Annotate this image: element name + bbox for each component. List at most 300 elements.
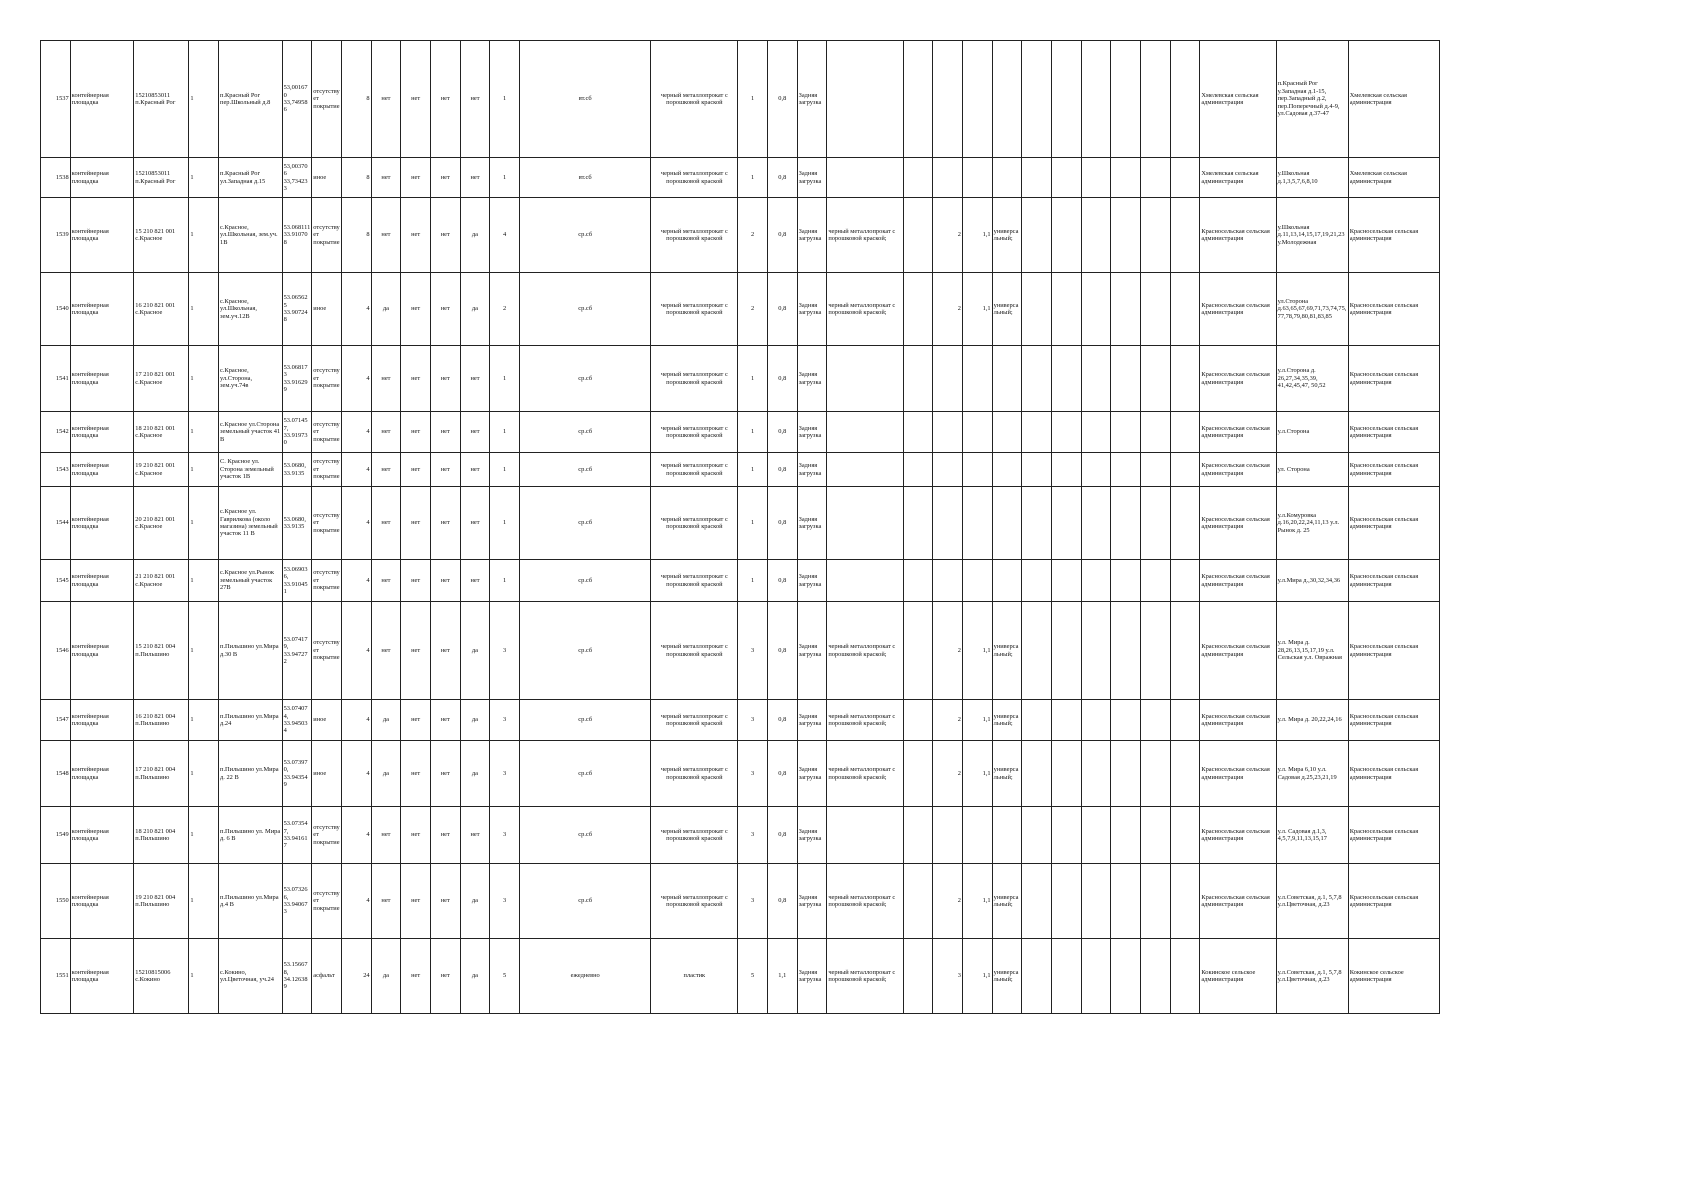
cell-addr: с.Красное, ул.Сторона, зем.уч.74в: [219, 346, 283, 412]
cell-holder: Красносельская сельская администрация: [1348, 560, 1439, 602]
cell-empty: [1111, 158, 1141, 198]
cell-empty: [1051, 346, 1081, 412]
cell-addr: п.Красный Рог ул.Западная д.15: [219, 158, 283, 198]
cell-n1: 3: [738, 864, 768, 939]
cell-holder: Красносельская сельская администрация: [1348, 273, 1439, 346]
cell-qty: 3: [490, 807, 520, 864]
cell-qty: 1: [490, 346, 520, 412]
cell-type: контейнерная площадка: [70, 700, 134, 741]
cell-holder: Красносельская сельская администрация: [1348, 412, 1439, 453]
cell-empty: [1081, 41, 1111, 158]
cell-holder: Красносельская сельская администрация: [1348, 700, 1439, 741]
cell-coord: 53.0680, 33.9135: [282, 453, 312, 487]
cell-mat: черный металлопрокат с порошковой краской: [651, 198, 738, 273]
cell-empty: [1051, 412, 1081, 453]
cell-cover: иное: [312, 158, 342, 198]
cell-cover: иное: [312, 273, 342, 346]
cell-type: контейнерная площадка: [70, 41, 134, 158]
cell-a3: нет: [430, 700, 460, 741]
cell-n2: [933, 807, 963, 864]
cell-service: ср.сб: [519, 864, 650, 939]
cell-sources: у.л. Садовая д.1,3, 4,5,7,9,11,13,15,17: [1276, 807, 1348, 864]
cell-empty: [1111, 864, 1141, 939]
cell-empty: [1022, 602, 1052, 700]
cell-empty: [1170, 939, 1200, 1014]
cell-v2: [962, 487, 992, 560]
cell-v2: 1,1: [962, 864, 992, 939]
cell-type: контейнерная площадка: [70, 487, 134, 560]
cell-n2: 2: [933, 864, 963, 939]
cell-empty: [1051, 560, 1081, 602]
cell-cover: отсутствует покрытие: [312, 41, 342, 158]
cell-holder: Красносельская сельская администрация: [1348, 864, 1439, 939]
table-row: [41, 41, 1440, 158]
cell-empty: [1022, 453, 1052, 487]
cell-n1: 1: [738, 41, 768, 158]
cell-sources: ул. Сторона: [1276, 453, 1348, 487]
cell-area: 4: [341, 700, 371, 741]
cell-owner: Красносельская сельская администрация: [1200, 273, 1276, 346]
table-row: [41, 412, 1440, 453]
cell-cover: отсутствует покрытие: [312, 560, 342, 602]
cell-holder: Красносельская сельская администрация: [1348, 453, 1439, 487]
cell-empty: [1111, 602, 1141, 700]
cell-kind: [992, 346, 1022, 412]
cell-addr: п.Пильшино ул.Мира д.4 В: [219, 864, 283, 939]
cell-kind: [992, 807, 1022, 864]
cell-cnt: 1: [189, 412, 219, 453]
cell-coord: 53,001670 33,749586: [282, 41, 312, 158]
cell-a2: нет: [401, 273, 431, 346]
cell-mat2: [827, 41, 903, 158]
cell-mat2: черный металлопрокат с порошковой краской;: [827, 741, 903, 807]
cell-empty: [903, 346, 933, 412]
cell-n1: 2: [738, 198, 768, 273]
cell-mat: черный металлопрокат с порошковой краской: [651, 741, 738, 807]
cell-a3: нет: [430, 807, 460, 864]
cell-addr: с.Красное, ул.Школьная, зем.уч. 1В: [219, 198, 283, 273]
cell-empty: [1081, 741, 1111, 807]
cell-a4: да: [460, 198, 490, 273]
cell-a2: нет: [401, 198, 431, 273]
cell-area: 8: [341, 41, 371, 158]
cell-empty: [1022, 807, 1052, 864]
cell-load: Задняя загрузка: [797, 158, 827, 198]
cell-holder: Красносельская сельская администрация: [1348, 346, 1439, 412]
cell-num: 1539: [41, 198, 71, 273]
cell-n2: 2: [933, 741, 963, 807]
cell-n2: 2: [933, 273, 963, 346]
cell-coord: 53.073266, 33.940673: [282, 864, 312, 939]
cell-num: 1542: [41, 412, 71, 453]
cell-holder: Кокинское сельское администрация: [1348, 939, 1439, 1014]
cell-mat: черный металлопрокат с порошковой краской: [651, 412, 738, 453]
cell-empty: [1140, 939, 1170, 1014]
table-row: [41, 939, 1440, 1014]
cell-qty: 3: [490, 700, 520, 741]
cell-coord: 53.074074, 33.945034: [282, 700, 312, 741]
cell-holder: Красносельская сельская администрация: [1348, 807, 1439, 864]
cell-num: 1549: [41, 807, 71, 864]
cell-a3: нет: [430, 602, 460, 700]
cell-a4: да: [460, 864, 490, 939]
cell-kind: [992, 487, 1022, 560]
cell-service: ср.сб: [519, 273, 650, 346]
table-row: [41, 864, 1440, 939]
cell-a1: да: [371, 273, 401, 346]
cell-load: Задняя загрузка: [797, 939, 827, 1014]
cell-a4: нет: [460, 158, 490, 198]
cell-mat2: [827, 487, 903, 560]
cell-sources: у.Школьная д.11,13,14,15,17,19,21,23 у.Молодежная: [1276, 198, 1348, 273]
cell-service: ср.сб: [519, 487, 650, 560]
cell-mat2: черный металлопрокат с порошковой краской;: [827, 939, 903, 1014]
table-row: [41, 487, 1440, 560]
cell-v1: 0,8: [767, 198, 797, 273]
cell-sources: у.л.Мира д.,30,32,34,36: [1276, 560, 1348, 602]
cell-area: 24: [341, 939, 371, 1014]
cell-owner: Красносельская сельская администрация: [1200, 487, 1276, 560]
cell-v2: 1,1: [962, 939, 992, 1014]
cell-empty: [1170, 412, 1200, 453]
cell-owner: Красносельская сельская администрация: [1200, 741, 1276, 807]
cell-num: 1545: [41, 560, 71, 602]
cell-empty: [1081, 700, 1111, 741]
cell-coord: 53.069036, 33.910451: [282, 560, 312, 602]
cell-service: ср.сб: [519, 807, 650, 864]
cell-n2: [933, 346, 963, 412]
cell-empty: [1051, 487, 1081, 560]
cell-owner: Красносельская сельская администрация: [1200, 807, 1276, 864]
cell-a3: нет: [430, 412, 460, 453]
cell-empty: [903, 487, 933, 560]
cell-n1: 3: [738, 741, 768, 807]
cell-kind: [992, 41, 1022, 158]
cell-cnt: 1: [189, 741, 219, 807]
cell-addr: с.Кокино, ул.Цветочная, уч.24: [219, 939, 283, 1014]
cell-owner: Красносельская сельская администрация: [1200, 198, 1276, 273]
cell-a4: да: [460, 273, 490, 346]
cell-type: контейнерная площадка: [70, 158, 134, 198]
cell-coord: 53.071457, 33.919730: [282, 412, 312, 453]
cell-cnt: 1: [189, 346, 219, 412]
cell-empty: [1051, 741, 1081, 807]
cell-a2: нет: [401, 346, 431, 412]
cell-kind: универсальный;: [992, 939, 1022, 1014]
cell-a4: да: [460, 741, 490, 807]
cell-empty: [1140, 487, 1170, 560]
cell-sources: у.л.Комуровка д.16,20,22,24,11,13 у.л. Рынок д. 25: [1276, 487, 1348, 560]
cell-addr: п.Пильшино ул.Мира д.24: [219, 700, 283, 741]
table-row: [41, 453, 1440, 487]
cell-a1: нет: [371, 602, 401, 700]
cell-a3: нет: [430, 487, 460, 560]
cell-n2: [933, 560, 963, 602]
cell-a1: да: [371, 700, 401, 741]
cell-kind: [992, 158, 1022, 198]
cell-a2: нет: [401, 412, 431, 453]
cell-type: контейнерная площадка: [70, 741, 134, 807]
cell-owner: Красносельская сельская администрация: [1200, 700, 1276, 741]
cell-a1: нет: [371, 807, 401, 864]
cell-coord: 53.156678, 34.126389: [282, 939, 312, 1014]
table-row: [41, 346, 1440, 412]
cell-v1: 0,8: [767, 700, 797, 741]
cell-cnt: 1: [189, 560, 219, 602]
cell-mat2: черный металлопрокат с порошковой краской;: [827, 602, 903, 700]
cell-load: Задняя загрузка: [797, 41, 827, 158]
cell-v1: 0,8: [767, 602, 797, 700]
cell-a4: нет: [460, 346, 490, 412]
cell-qty: 1: [490, 158, 520, 198]
cell-empty: [903, 198, 933, 273]
cell-cover: отсутствует покрытие: [312, 487, 342, 560]
cell-type: контейнерная площадка: [70, 273, 134, 346]
cell-empty: [1051, 700, 1081, 741]
cell-cover: отсутствует покрытие: [312, 864, 342, 939]
cell-empty: [1022, 41, 1052, 158]
cell-empty: [1170, 741, 1200, 807]
cell-owner: Красносельская сельская администрация: [1200, 412, 1276, 453]
cell-empty: [1170, 273, 1200, 346]
cell-cnt: 1: [189, 602, 219, 700]
cell-empty: [1081, 453, 1111, 487]
cell-empty: [1081, 158, 1111, 198]
cell-a2: нет: [401, 158, 431, 198]
cell-code: 15210815006 с.Кокино: [134, 939, 189, 1014]
cell-cover: иное: [312, 741, 342, 807]
cell-area: 4: [341, 560, 371, 602]
cell-num: 1548: [41, 741, 71, 807]
cell-cnt: 1: [189, 700, 219, 741]
cell-mat2: [827, 453, 903, 487]
cell-empty: [903, 158, 933, 198]
cell-code: 18 210 821 001 с.Красное: [134, 412, 189, 453]
cell-type: контейнерная площадка: [70, 602, 134, 700]
cell-qty: 1: [490, 453, 520, 487]
cell-empty: [903, 453, 933, 487]
cell-v1: 0,8: [767, 807, 797, 864]
cell-empty: [1051, 939, 1081, 1014]
cell-v1: 0,8: [767, 741, 797, 807]
cell-a3: нет: [430, 198, 460, 273]
cell-v1: 0,8: [767, 346, 797, 412]
cell-v2: [962, 807, 992, 864]
cell-empty: [1051, 273, 1081, 346]
cell-mat: черный металлопрокат с порошковой краской: [651, 273, 738, 346]
cell-n2: [933, 453, 963, 487]
cell-empty: [1111, 700, 1141, 741]
cell-a1: нет: [371, 412, 401, 453]
cell-empty: [1051, 41, 1081, 158]
cell-a1: нет: [371, 41, 401, 158]
cell-qty: 3: [490, 741, 520, 807]
cell-addr: п.Пильшино ул. Мира д. 6 В: [219, 807, 283, 864]
cell-empty: [903, 741, 933, 807]
cell-qty: 5: [490, 939, 520, 1014]
cell-sources: у.л.Советская, д.1, 5,7,8 у.л.Цветочная, д.23: [1276, 864, 1348, 939]
cell-n1: 1: [738, 453, 768, 487]
cell-mat2: [827, 807, 903, 864]
cell-area: 4: [341, 741, 371, 807]
cell-coord: 53.073547, 33.941617: [282, 807, 312, 864]
cell-empty: [1022, 273, 1052, 346]
cell-empty: [1051, 198, 1081, 273]
cell-qty: 1: [490, 560, 520, 602]
cell-v1: 0,8: [767, 158, 797, 198]
cell-holder: Красносельская сельская администрация: [1348, 487, 1439, 560]
cell-empty: [1170, 807, 1200, 864]
cell-a4: нет: [460, 487, 490, 560]
cell-mat2: [827, 412, 903, 453]
cell-v2: 1,1: [962, 602, 992, 700]
cell-a3: нет: [430, 273, 460, 346]
cell-cover: отсутствует покрытие: [312, 602, 342, 700]
cell-n1: 2: [738, 273, 768, 346]
cell-load: Задняя загрузка: [797, 487, 827, 560]
cell-qty: 3: [490, 602, 520, 700]
cell-coord: 53.074179, 33.947272: [282, 602, 312, 700]
table-row: [41, 560, 1440, 602]
cell-empty: [903, 412, 933, 453]
cell-sources: у.л. Мира 6,10 у.л. Садовая д.25,23,21,19: [1276, 741, 1348, 807]
cell-holder: Красносельская сельская администрация: [1348, 198, 1439, 273]
cell-kind: [992, 412, 1022, 453]
cell-v1: 0,8: [767, 412, 797, 453]
cell-cnt: 1: [189, 939, 219, 1014]
cell-service: ср.сб: [519, 453, 650, 487]
cell-area: 4: [341, 273, 371, 346]
cell-mat2: черный металлопрокат с порошковой краской;: [827, 700, 903, 741]
cell-empty: [1111, 41, 1141, 158]
cell-empty: [1111, 939, 1141, 1014]
cell-empty: [903, 700, 933, 741]
cell-empty: [1170, 487, 1200, 560]
cell-owner: Кокинское сельское администрация: [1200, 939, 1276, 1014]
cell-n2: [933, 487, 963, 560]
cell-a3: нет: [430, 346, 460, 412]
cell-n2: 2: [933, 198, 963, 273]
cell-type: контейнерная площадка: [70, 939, 134, 1014]
cell-empty: [903, 560, 933, 602]
cell-empty: [1081, 602, 1111, 700]
cell-code: 16 210 821 004 п.Пильшино: [134, 700, 189, 741]
cell-addr: с.Красное ул.Сторона земельный участок 41 В: [219, 412, 283, 453]
cell-a1: нет: [371, 453, 401, 487]
cell-a2: нет: [401, 700, 431, 741]
cell-service: ср.сб: [519, 412, 650, 453]
cell-load: Задняя загрузка: [797, 741, 827, 807]
cell-service: ср.сб: [519, 198, 650, 273]
cell-coord: 53.0680, 33.9135: [282, 487, 312, 560]
cell-a2: нет: [401, 939, 431, 1014]
cell-empty: [1081, 560, 1111, 602]
cell-code: 18 210 821 004 п.Пильшино: [134, 807, 189, 864]
cell-num: 1538: [41, 158, 71, 198]
cell-qty: 1: [490, 41, 520, 158]
cell-v2: 1,1: [962, 198, 992, 273]
cell-qty: 1: [490, 487, 520, 560]
cell-service: вт.сб: [519, 158, 650, 198]
cell-v2: [962, 346, 992, 412]
cell-cnt: 1: [189, 864, 219, 939]
cell-empty: [1140, 807, 1170, 864]
cell-v1: 0,8: [767, 453, 797, 487]
cell-empty: [1022, 487, 1052, 560]
cell-v1: 0,8: [767, 273, 797, 346]
cell-empty: [1170, 41, 1200, 158]
cell-a3: нет: [430, 158, 460, 198]
cell-empty: [1081, 939, 1111, 1014]
cell-qty: 1: [490, 412, 520, 453]
cell-a4: нет: [460, 807, 490, 864]
cell-code: 15 210 821 004 п.Пильшино: [134, 602, 189, 700]
cell-area: 4: [341, 453, 371, 487]
cell-code: 15210853011 п.Красный Рог: [134, 41, 189, 158]
cell-num: 1546: [41, 602, 71, 700]
cell-kind: универсальный;: [992, 198, 1022, 273]
cell-code: 19 210 821 004 п.Пильшино: [134, 864, 189, 939]
cell-mat: черный металлопрокат с порошковой краской: [651, 487, 738, 560]
cell-empty: [903, 273, 933, 346]
cell-kind: универсальный;: [992, 864, 1022, 939]
cell-a3: нет: [430, 560, 460, 602]
cell-owner: Красносельская сельская администрация: [1200, 864, 1276, 939]
cell-mat: черный металлопрокат с порошковой краской: [651, 346, 738, 412]
cell-kind: универсальный;: [992, 741, 1022, 807]
cell-empty: [1022, 741, 1052, 807]
cell-mat: черный металлопрокат с порошковой краской: [651, 864, 738, 939]
cell-n1: 1: [738, 412, 768, 453]
cell-code: 17 210 821 001 с.Красное: [134, 346, 189, 412]
cell-empty: [1170, 453, 1200, 487]
cell-empty: [1170, 158, 1200, 198]
cell-mat: черный металлопрокат с порошковой краской: [651, 158, 738, 198]
cell-a1: нет: [371, 198, 401, 273]
cell-v1: 0,8: [767, 864, 797, 939]
cell-a4: нет: [460, 453, 490, 487]
cell-empty: [903, 939, 933, 1014]
cell-addr: п.Красный Рог пер.Школьный д.8: [219, 41, 283, 158]
cell-code: 15210853011 п.Красный Рог: [134, 158, 189, 198]
cell-a2: нет: [401, 487, 431, 560]
cell-v1: 1,1: [767, 939, 797, 1014]
cell-v1: 0,8: [767, 41, 797, 158]
cell-qty: 4: [490, 198, 520, 273]
cell-empty: [1051, 807, 1081, 864]
cell-mat2: [827, 560, 903, 602]
cell-a3: нет: [430, 41, 460, 158]
cell-kind: [992, 453, 1022, 487]
cell-a1: нет: [371, 158, 401, 198]
cell-type: контейнерная площадка: [70, 807, 134, 864]
cell-v2: [962, 41, 992, 158]
cell-sources: у.л.Сторона д. 26,27,34,35,39, 41,42,45,47, 50,52: [1276, 346, 1348, 412]
cell-load: Задняя загрузка: [797, 864, 827, 939]
cell-sources: п.Красный Рог у.Западная д.1-15, пер.Западный д.2, пер.Поперечный д.4-9, ул.Садовая д.37-47: [1276, 41, 1348, 158]
cell-a2: нет: [401, 807, 431, 864]
cell-empty: [1140, 602, 1170, 700]
cell-code: 20 210 821 001 с.Красное: [134, 487, 189, 560]
cell-empty: [1140, 560, 1170, 602]
cell-v2: 1,1: [962, 741, 992, 807]
cell-sources: у.Школьная д.1,3,5,7,6,8,10: [1276, 158, 1348, 198]
table-row: [41, 741, 1440, 807]
cell-a2: нет: [401, 560, 431, 602]
cell-empty: [1022, 864, 1052, 939]
cell-load: Задняя загрузка: [797, 273, 827, 346]
cell-owner: Хмелевская сельская администрация: [1200, 158, 1276, 198]
